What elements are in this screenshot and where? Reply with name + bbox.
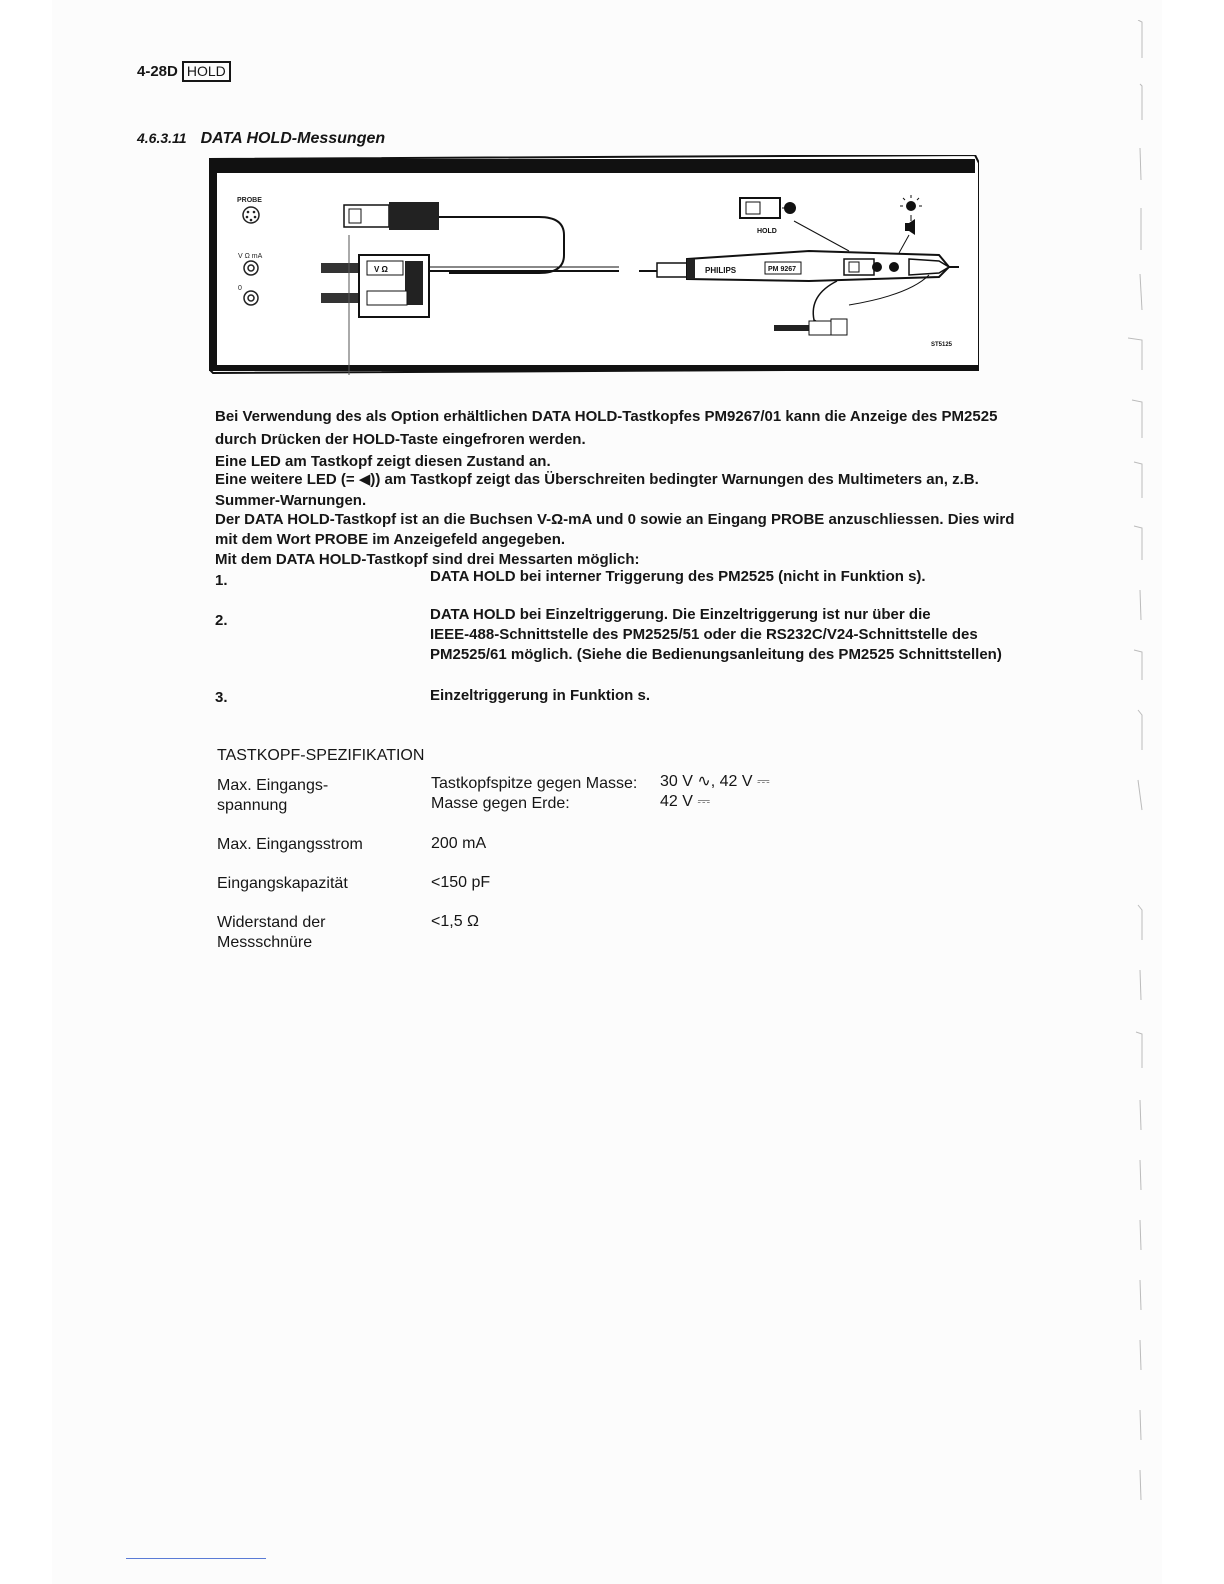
paragraph-line-1: Bei Verwendung des als Option erhältlichen DATA HOLD-Tastkopfes PM9267/01 kann die Anzeige des PM2525 <box>215 408 998 425</box>
paragraph-line-2: durch Drücken der HOLD-Taste eingefroren werden. <box>215 431 586 448</box>
section-heading: DATA HOLD-Messungen <box>200 130 386 147</box>
mode-3-number: 3. <box>215 689 228 706</box>
label-v-ohm-ma: V Ω mA <box>238 253 263 260</box>
spec-value-ground-to-earth-label: Masse gegen Erde: <box>431 795 570 812</box>
mode-3-text: Einzeltriggerung in Funktion s. <box>430 687 650 704</box>
label-probe: PROBE <box>237 197 262 204</box>
footer-rule <box>126 1558 266 1559</box>
label-hold: HOLD <box>757 228 777 235</box>
probe-connection-figure <box>209 155 979 375</box>
spec-label-max-voltage-2: spannung <box>217 797 288 814</box>
mode-2-text-line-2: IEEE-488-Schnittstelle des PM2525/51 oder die RS232C/V24-Schnittstelle des <box>430 626 978 643</box>
spec-label-max-current: Max. Eingangsstrom <box>217 836 363 853</box>
page-number: 4-28D <box>137 63 178 80</box>
spec-label-max-voltage-1: Max. Eingangs- <box>217 777 329 794</box>
spec-value-ground-to-earth: 42 V ⎓ <box>660 793 711 810</box>
section-number: 4.6.3.11 <box>137 130 187 146</box>
mode-2-text-line-1: DATA HOLD bei Einzeltriggerung. Die Einzeltriggerung ist nur über die <box>430 606 931 623</box>
spec-value-capacitance: <150 pF <box>431 874 491 891</box>
mode-1-text: DATA HOLD bei interner Triggerung des PM2525 (nicht in Funktion s). <box>430 568 926 585</box>
hold-key-badge: HOLD <box>182 61 231 82</box>
spec-value-resistance: <1,5 Ω <box>431 913 479 930</box>
scan-margin-marks <box>1128 20 1158 1570</box>
page-header <box>137 61 231 82</box>
paragraph-line-4: Eine weitere LED (= ◀)) am Tastkopf zeigt das Überschreiten bedingter Warnungen des Multimeters an, z.B. <box>215 471 979 488</box>
label-model: PM 9267 <box>768 266 797 273</box>
label-v-ohm: V Ω <box>374 265 388 274</box>
spec-label-resistance-2: Messschnüre <box>217 934 313 951</box>
spec-value-tip-to-ground-label: Tastkopfspitze gegen Masse: <box>431 775 638 792</box>
mode-2-text-line-3: PM2525/61 möglich. (Siehe die Bedienungsanleitung des PM2525 Schnittstellen) <box>430 646 1002 663</box>
spec-label-capacitance: Eingangskapazität <box>217 875 348 892</box>
section-title <box>137 130 385 148</box>
label-brand: PHILIPS <box>705 266 737 275</box>
label-zero: 0 <box>238 285 242 292</box>
spec-label-resistance-1: Widerstand der <box>217 914 326 931</box>
paragraph-line-7: mit dem Wort PROBE im Anzeigefeld angegeben. <box>215 531 566 548</box>
mode-1-number: 1. <box>215 572 228 589</box>
figure-code: ST5125 <box>931 342 953 348</box>
paragraph-line-6: Der DATA HOLD-Tastkopf ist an die Buchsen V-Ω-mA und 0 sowie an Eingang PROBE anzuschliessen. Dies wird <box>215 511 1015 528</box>
spec-value-tip-to-ground: 30 V ∿, 42 V ⎓ <box>660 773 770 790</box>
paragraph-line-8: Mit dem DATA HOLD-Tastkopf sind drei Messarten möglich: <box>215 551 640 568</box>
paragraph-line-5: Summer-Warnungen. <box>215 492 367 509</box>
spec-value-max-current: 200 mA <box>431 835 487 852</box>
mode-2-number: 2. <box>215 612 228 629</box>
spec-heading: TASTKOPF-SPEZIFIKATION <box>217 747 425 764</box>
paragraph-line-3: Eine LED am Tastkopf zeigt diesen Zustand an. <box>215 453 551 470</box>
